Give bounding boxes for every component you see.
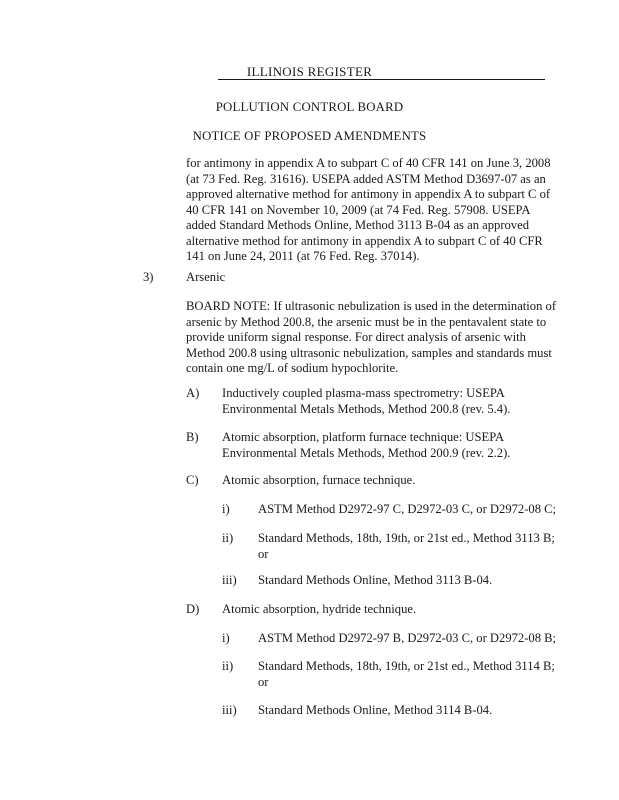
subsubitem-text: or bbox=[258, 546, 269, 561]
note-line: arsenic by Method 200.8, the arsenic must be in the pentavalent state to bbox=[186, 314, 547, 329]
paragraph-line: alternative method for antimony in appendix A to subpart C of 40 CFR bbox=[186, 233, 543, 248]
subsubitem-label: iii) bbox=[222, 573, 237, 587]
note-line: BOARD NOTE: If ultrasonic nebulization is used in the determination of bbox=[186, 299, 557, 313]
paragraph-line: 40 CFR 141 on November 10, 2009 (at 74 Fed. Reg. 57908. USEPA bbox=[186, 202, 531, 217]
subsubitem-text: or bbox=[258, 674, 269, 689]
register-title: ILLINOIS REGISTER bbox=[246, 64, 373, 79]
subsubitem-label: i) bbox=[222, 631, 230, 645]
subsubitem-text: ASTM Method D2972-97 B, D2972-03 C, or D2972-08 B; bbox=[258, 631, 557, 645]
subitem-d-title: Atomic absorption, hydride technique. bbox=[222, 602, 417, 616]
note-line: provide uniform signal response. For direct analysis of arsenic with bbox=[186, 330, 526, 344]
subsubitem-label: i) bbox=[222, 502, 230, 516]
item-number: 3) bbox=[143, 270, 154, 284]
paragraph-line: 141 on June 24, 2011 (at 76 Fed. Reg. 37014). bbox=[186, 249, 420, 263]
subsubitem-label: iii) bbox=[222, 703, 237, 717]
paragraph-line: (at 73 Fed. Reg. 31616). USEPA added ASTM Method D3697-07 as an bbox=[186, 171, 546, 186]
subitem-line: Atomic absorption, platform furnace technique: USEPA bbox=[222, 430, 505, 444]
subitem-c-title: Atomic absorption, furnace technique. bbox=[222, 473, 416, 487]
subitem-label: A) bbox=[186, 386, 200, 400]
subitem-line: Environmental Metals Methods, Method 200.8 (rev. 5.4). bbox=[222, 401, 511, 416]
note-line: contain one mg/L of sodium hypochlorite. bbox=[186, 361, 399, 375]
subitem-label: D) bbox=[186, 602, 200, 616]
subsubitem-text: ASTM Method D2972-97 C, D2972-03 C, or D2972-08 C; bbox=[258, 502, 557, 516]
subsubitem-text: Standard Methods, 18th, 19th, or 21st ed., Method 3114 B; bbox=[258, 659, 555, 673]
subitem-line: Environmental Metals Methods, Method 200.9 (rev. 2.2). bbox=[222, 445, 511, 460]
paragraph-line: added Standard Methods Online, Method 3113 B-04 as an approved bbox=[186, 218, 529, 232]
header-rule bbox=[218, 79, 545, 80]
paragraph-line: approved alternative method for antimony in appendix A to subpart C of bbox=[186, 187, 551, 201]
paragraph-line: for antimony in appendix A to subpart C of 40 CFR 141 on June 3, 2008 bbox=[186, 156, 551, 170]
board-title: POLLUTION CONTROL BOARD bbox=[215, 100, 404, 114]
subsubitem-text: Standard Methods, 18th, 19th, or 21st ed., Method 3113 B; bbox=[258, 531, 555, 545]
note-line: Method 200.8 using ultrasonic nebulization, samples and standards must bbox=[186, 345, 552, 360]
subitem-line: Inductively coupled plasma-mass spectrometry: USEPA bbox=[222, 386, 505, 400]
notice-title: NOTICE OF PROPOSED AMENDMENTS bbox=[192, 129, 427, 143]
subsubitem-text: Standard Methods Online, Method 3114 B-04. bbox=[258, 703, 493, 717]
subsubitem-label: ii) bbox=[222, 531, 234, 545]
subitem-label: C) bbox=[186, 473, 199, 487]
subitem-label: B) bbox=[186, 430, 199, 444]
subsubitem-label: ii) bbox=[222, 659, 234, 673]
subsubitem-text: Standard Methods Online, Method 3113 B-04. bbox=[258, 573, 493, 587]
item-title: Arsenic bbox=[186, 270, 226, 284]
